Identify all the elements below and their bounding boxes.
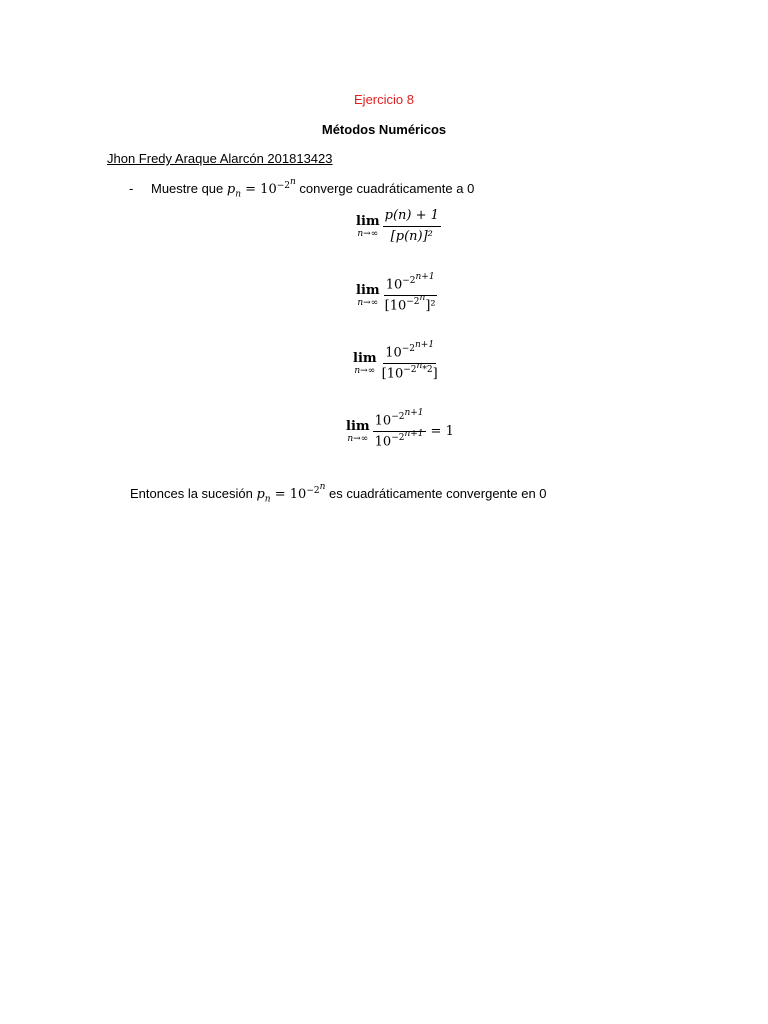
sequence-exponent: −2n bbox=[276, 176, 296, 191]
bullet-marker: - bbox=[129, 181, 134, 196]
statement-suffix: converge cuadráticamente a 0 bbox=[295, 181, 475, 196]
fraction bbox=[383, 272, 438, 315]
denominator: $[10^{-2^n}]^2$ bbox=[384, 293, 436, 314]
lim-operator: lim n→∞ bbox=[353, 350, 377, 376]
statement-prefix: Muestre que bbox=[151, 181, 227, 196]
fraction bbox=[373, 408, 426, 451]
denominator: $[10^{-2^n*2}]$ bbox=[381, 361, 438, 382]
numerator: $10^{-2^{n+1}}$ bbox=[384, 277, 437, 296]
fraction bbox=[380, 340, 440, 383]
course-subtitle: Métodos Numéricos bbox=[321, 122, 447, 137]
fraction bbox=[383, 208, 441, 245]
limit-step-3 bbox=[353, 340, 440, 383]
denominator: $10^{-2^{n+1}}$ bbox=[374, 429, 424, 450]
lim-operator: lim n→∞ bbox=[356, 282, 380, 308]
conclusion-prefix: Entonces la sucesión bbox=[130, 486, 257, 501]
limit-step-1 bbox=[356, 208, 441, 245]
lim-operator: lim n→∞ bbox=[356, 213, 380, 239]
sequence-base: 10 bbox=[260, 182, 277, 197]
result-equals-one: = 1 bbox=[430, 424, 454, 440]
sequence-symbol: $p_n$ bbox=[256, 487, 271, 505]
conclusion-suffix: es cuadráticamente convergente en 0 bbox=[325, 486, 547, 501]
lim-operator: lim n→∞ bbox=[346, 418, 370, 444]
numerator: p(n) + 1 bbox=[383, 208, 441, 227]
numerator: $10^{-2^{n+1}}$ bbox=[373, 413, 426, 432]
exercise-title: Ejercicio 8 bbox=[354, 92, 414, 107]
limit-step-4 bbox=[346, 408, 454, 451]
problem-statement: Muestre que $p_n = 10^{-2^n}$ converge cuadráticamente a 0 bbox=[151, 176, 475, 200]
conclusion-text: Entonces la sucesión $p_n = 10^{-2^n}$ es cuadráticamente convergente en 0 bbox=[130, 481, 547, 505]
limit-step-2 bbox=[356, 272, 438, 315]
author-line: Jhon Fredy Araque Alarcón 201813423 bbox=[107, 151, 333, 166]
numerator: $10^{-2^{n+1}}$ bbox=[383, 345, 436, 364]
denominator: [p(n)]² bbox=[390, 229, 433, 244]
sequence-symbol: $p_n$ bbox=[226, 182, 241, 200]
